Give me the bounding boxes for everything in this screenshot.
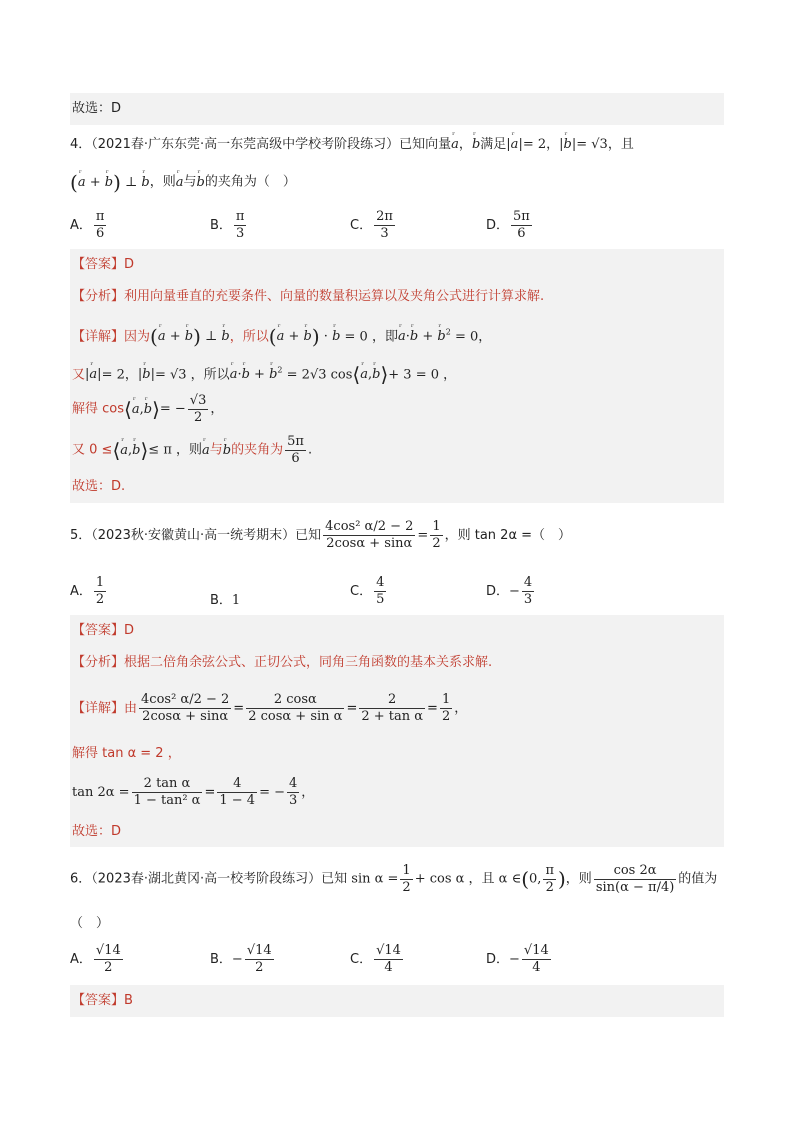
q6-stem-c: ，则: [565, 871, 592, 887]
q4-source: （2021春·广东东莞·高一东莞高级中学校考阶段练习）: [91, 137, 400, 152]
frac-den: 2cosα + sinα: [142, 709, 229, 724]
q5-options: [70, 569, 724, 615]
option-num: π: [95, 209, 105, 224]
answer-value: B: [124, 993, 133, 1008]
frac-num: 1: [441, 692, 451, 707]
frac-den: 2: [402, 879, 411, 895]
detail-text: = 2，: [101, 367, 138, 383]
q4-options: [70, 199, 724, 249]
conclusion-text: 故选：D.: [72, 479, 126, 494]
q4-number: 4．: [70, 137, 92, 152]
option-num: 5π: [513, 209, 530, 224]
q5-answer-row: [72, 615, 724, 647]
option-letter: A．: [70, 952, 92, 967]
answer-label: 【答案】: [72, 623, 125, 638]
q5-detail-row1: 【详解】由 $\frac{\text{4cos² α/2 − 2}}{2\cos\alpha + \sin\alpha}$ = $\frac{2 \cos\alpha}{\text{2 cosα + sin α}}$ = $\frac{2}{\text{2 + tan α}}$ = $\frac{1}{2}$ ，: [72, 692, 468, 724]
q5-eq: =: [417, 528, 429, 543]
detail-text: ，: [454, 701, 468, 716]
option-den: 2: [104, 960, 113, 975]
q6-answer-row: [72, 985, 724, 1017]
detail-text: 又 0 ≤: [72, 442, 113, 458]
option-letter: B．: [210, 952, 232, 967]
q6-option-b: [210, 943, 276, 976]
q6-option-a: [70, 943, 125, 976]
q4-solution: [70, 249, 724, 503]
option-num: π: [235, 209, 245, 224]
q6-stem-a: 已知 sin α =: [321, 871, 399, 887]
option-letter: C．: [350, 218, 373, 233]
detail-text: = 0，: [454, 329, 492, 345]
q5-stem-b: ，则 tan 2α =（ ）: [444, 528, 572, 543]
detail-text: ，所以: [229, 329, 269, 345]
q6-number: 6．: [70, 871, 92, 887]
q4-option-c: [350, 209, 397, 242]
analysis-text: 利用向量垂直的充要条件、向量的数量积运算以及夹角公式进行计算求解.: [124, 289, 545, 304]
answer-label: 【答案】: [72, 993, 125, 1008]
q4-cond1: = 2: [522, 137, 547, 152]
detail-text: + 3 = 0 ，: [388, 367, 457, 383]
analysis-label: 【分析】: [72, 289, 125, 304]
detail-label: 【详解】: [72, 329, 125, 345]
option-letter: A．: [70, 218, 92, 233]
q4-detail-row4: 又 0 ≤⟨ʳ a,ʳ b⟩≤ π ，则ʳ a与ʳ b的夹角为 $\frac{5\pi}{6}$ .: [72, 429, 724, 471]
analysis-text: 根据二倍角余弦公式、正切公式，同角三角函数的基本关系求解.: [124, 655, 493, 670]
option-num: √14: [376, 943, 401, 958]
document-page: [70, 93, 724, 1017]
q5-number: 5．: [70, 528, 92, 543]
detail-text: = −: [159, 401, 186, 417]
detail-text: 又: [72, 367, 86, 383]
q4-stem-f: 的夹角为（ ）: [204, 174, 296, 190]
option-num: √14: [523, 943, 549, 958]
option-den: 5: [376, 592, 385, 607]
q6-option-d: [486, 943, 553, 976]
option-den: 3: [380, 226, 389, 241]
answer-value: D: [124, 623, 135, 638]
frac-num: 1: [402, 862, 411, 878]
q5-detail-row3: tan 2α = $\frac{\text{2 tan α}}{\text{1 − tan² α}}$ = $\frac{4}{1 - 4}$ = − $\frac{4}{3}$ ，: [72, 776, 315, 808]
option-den: 3: [523, 592, 533, 607]
option-num: 1: [95, 575, 105, 590]
q6-stem-line1: 6．（2023春·湖北黄冈·高一校考阶段练习）已知 sin α = $\frac{1}{2}$ + cos α ，且 α ∈(0, $\frac{\pi}{2}$ )，则 $\frac{\cos 2\alpha}{\sin(\alpha - \pi/4)}$ 的值为: [70, 862, 718, 895]
detail-text: 因为: [124, 329, 151, 345]
frac-den: 2: [193, 409, 203, 425]
frac-num: 2 tan α: [132, 776, 203, 793]
q4-stem-c: ，且: [607, 137, 634, 152]
detail-text: tan 2α =: [72, 785, 130, 800]
frac-den: 2cosα + sinα: [326, 536, 413, 551]
option-den: 6: [517, 226, 526, 241]
frac-den: 2: [545, 879, 554, 895]
frac-num: 4cos² α/2 − 2: [141, 692, 230, 707]
q3-conclusion-text: 故选：D: [72, 101, 122, 116]
option-den: 3: [236, 226, 245, 241]
option-sign: −: [509, 952, 520, 967]
q5-option-d: [486, 575, 536, 608]
frac-den: 2 + tan α: [361, 709, 424, 724]
option-text: 1: [231, 593, 241, 608]
q3-conclusion: [70, 93, 724, 125]
option-letter: A．: [70, 584, 92, 599]
frac-num: 2 cosα: [246, 692, 344, 709]
q4-stem-d: ，则: [149, 174, 176, 190]
frac-num: 2: [359, 692, 425, 709]
option-den: 4: [532, 960, 541, 975]
q4-detail-row3: 解得 cos⟨ʳ a,ʳ b⟩= − $\frac{√3}{2}$ ，: [72, 389, 724, 429]
q5-stem-a: 已知: [295, 528, 322, 543]
conclusion-text: 故选：D: [72, 824, 122, 839]
vector-b: ʳ b: [472, 125, 480, 165]
q6-stem-b: + cos α ，且 α ∈: [414, 871, 522, 887]
detail-text: = 2√3 cos: [286, 367, 353, 383]
q4-perp-condition: (ʳ a + ʳ b) ⊥ ʳ b: [70, 175, 150, 190]
q4-stem-a: 已知向量: [399, 137, 452, 152]
frac-den: 2: [441, 709, 451, 724]
q4-stem-line2: (ʳ a + ʳ b) ⊥ ʳ b，则ʳ a与ʳ b的夹角为（ ）: [70, 165, 724, 199]
q5-stem: [70, 503, 724, 569]
option-den: 2: [255, 960, 264, 975]
q6-stem-line2: [70, 911, 724, 937]
q5-option-b: [210, 589, 240, 608]
q5-detail-row2: [72, 739, 724, 769]
q6-option-c: [350, 943, 405, 976]
frac-den: 2: [432, 536, 441, 551]
q4-conclusion: [72, 471, 724, 503]
option-letter: D．: [486, 952, 510, 967]
detail-text: .: [307, 442, 313, 458]
frac-num: π: [545, 862, 554, 878]
frac-num: √3: [189, 392, 207, 408]
answer-label: 【答案】: [72, 257, 125, 272]
vector-a: ʳ a: [451, 125, 459, 165]
answer-value: D: [124, 257, 135, 272]
frac-num: cos 2α: [594, 863, 676, 880]
frac-den: 6: [291, 450, 300, 466]
option-letter: D．: [486, 584, 510, 599]
option-den: 2: [95, 592, 105, 607]
analysis-label: 【分析】: [72, 655, 125, 670]
option-num: √14: [95, 943, 121, 958]
detail-label: 【详解】: [72, 701, 125, 716]
q5-solution: [70, 615, 724, 847]
option-letter: B．: [210, 218, 232, 233]
q5-analysis-row: [72, 647, 724, 679]
detail-text: 解得 cos: [72, 401, 125, 417]
q4-stem-e: 与: [183, 174, 197, 190]
frac-den: 3: [289, 793, 298, 808]
frac-num: 1: [432, 519, 441, 534]
option-text: −: [509, 584, 520, 599]
q6-source: （2023春·湖北黄冈·高一校考阶段练习）: [91, 871, 322, 887]
q6-stem-d: 的值为: [678, 871, 718, 887]
q4-option-b: [210, 209, 248, 242]
detail-text: 由: [124, 701, 138, 716]
option-letter: B．: [210, 593, 232, 608]
q4-stem-b: 满足: [480, 137, 507, 152]
q4-option-a: [70, 209, 108, 242]
option-den: 6: [96, 226, 105, 241]
option-letter: C．: [350, 952, 373, 967]
q4-stem-line1: 4．（2021春·广东东莞·高一东莞高级中学校考阶段练习）已知向量ʳ a，ʳ b满足|ʳ a|= 2，|ʳ b|= √3，且: [70, 125, 724, 165]
option-letter: C．: [350, 584, 373, 599]
q6-blank: （ ）: [70, 916, 110, 931]
detail-text: 的夹角为: [231, 442, 284, 458]
q4-detail-row1: 【详解】因为(ʳ a + ʳ b) ⊥ ʳ b，所以(ʳ a + ʳ b) · ʳ b = 0 ，即ʳ a·ʳ b + ʳ $b^2 = 0$，: [72, 313, 724, 353]
q6-interval-left: 0,: [529, 871, 542, 887]
q5-source: （2023秋·安徽黄山·高一统考期末）: [91, 528, 296, 543]
option-letter: D．: [486, 218, 510, 233]
q5-option-a: [70, 575, 108, 608]
q5-option-c: [350, 575, 388, 608]
detail-text: ，: [210, 401, 224, 417]
option-num: 2π: [376, 209, 393, 224]
detail-text: = 0 ，即: [344, 329, 398, 345]
q4-cond2: = √3: [576, 137, 608, 152]
q4-option-d: [486, 209, 534, 242]
frac-den: 2 cosα + sin α: [248, 709, 343, 724]
option-den: 4: [384, 960, 393, 975]
option-num: 4: [376, 575, 385, 590]
q5-conclusion: [72, 817, 724, 847]
detail-text: = −: [259, 785, 285, 800]
frac-num: 5π: [287, 433, 304, 449]
frac-den: 1 − tan² α: [133, 793, 201, 808]
detail-text: ≤ π ，则: [148, 442, 202, 458]
detail-text: ，: [301, 785, 315, 800]
option-num: √14: [246, 943, 272, 958]
q4-answer-row: [72, 249, 724, 281]
q6-solution: [70, 985, 724, 1017]
q6-options: [70, 937, 724, 985]
option-num: 4: [523, 575, 533, 590]
detail-text: 与: [209, 442, 223, 458]
frac-num: 4cos² α/2 − 2: [325, 519, 414, 534]
frac-den: 1 − 4: [219, 793, 256, 808]
frac-num: 4: [289, 776, 298, 791]
frac-num: 4: [217, 776, 257, 793]
option-sign: −: [231, 952, 243, 967]
q4-detail-row2: 又|ʳ a|= 2，|ʳ b|= √3 ，所以ʳ a·ʳ b + ʳ $b^2 = 2√3$ cos⟨ʳ a,ʳ b⟩+ 3 = 0 ，: [72, 353, 724, 389]
detail-text: = √3 ，所以: [154, 367, 230, 383]
detail-text: 解得 tan α = 2 ，: [72, 746, 181, 761]
frac-den: sin(α − π/4): [595, 879, 675, 895]
